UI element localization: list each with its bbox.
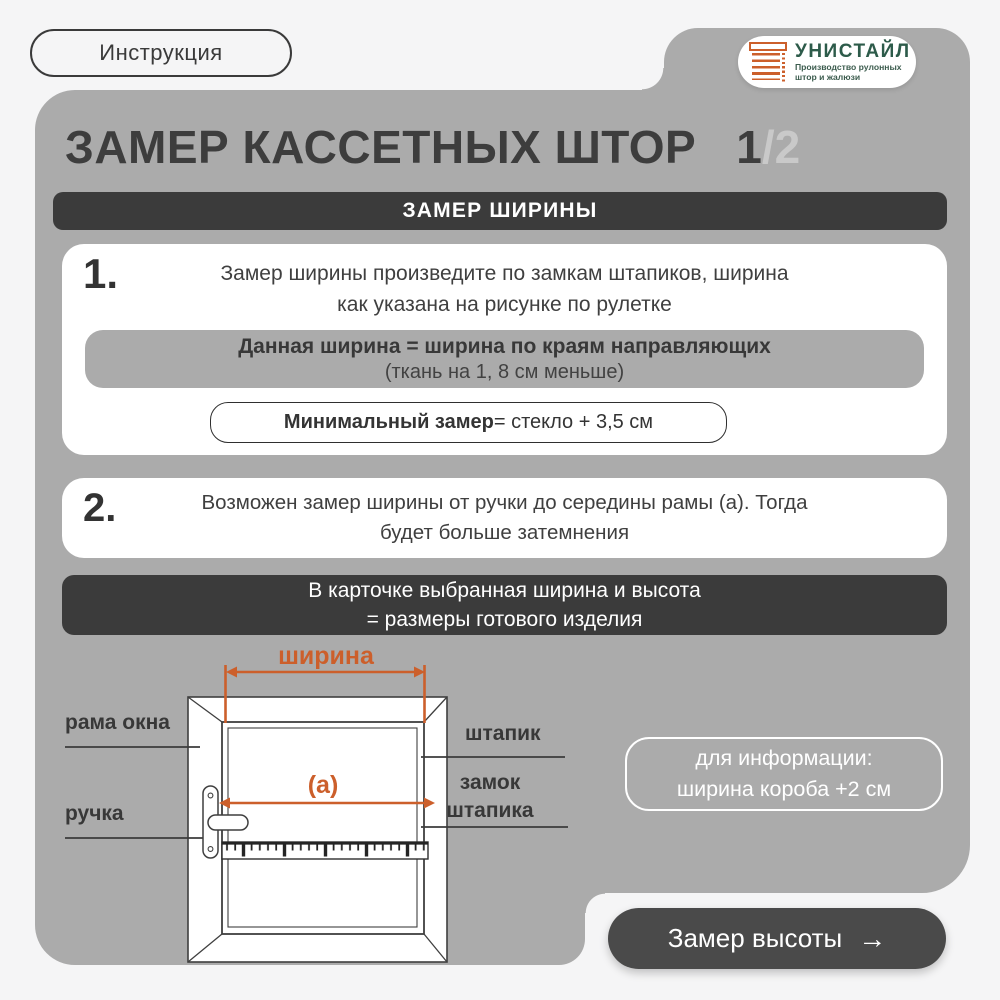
brand-tagline-line1: Производство рулонных bbox=[795, 61, 902, 72]
product-note-line1: В карточке выбранная ширина и высота bbox=[308, 579, 701, 602]
brand-logo[interactable] bbox=[738, 36, 916, 88]
width-label: ширина bbox=[278, 642, 374, 670]
bead-lock-label-line1: замок bbox=[459, 771, 521, 794]
instruction-badge-label: Инструкция bbox=[99, 40, 223, 65]
handle-label: ручка bbox=[65, 802, 124, 825]
roller-blind-icon bbox=[749, 42, 787, 82]
step1-text-line1: Замер ширины произведите по замкам штапиков, ширина bbox=[220, 262, 789, 285]
step1-number: 1. bbox=[83, 250, 119, 297]
frame-label: рама окна bbox=[65, 711, 170, 734]
step2-text-line1: Возможен замер ширины от ручки до середины рамы (а). Тогда bbox=[201, 491, 808, 514]
height-measure-button-label: Замер высоты bbox=[667, 923, 843, 953]
product-note-line2: = размеры готового изделия bbox=[366, 608, 643, 631]
width-section-bar bbox=[53, 192, 947, 230]
step1-highlight-bar bbox=[85, 330, 924, 388]
step2-text bbox=[122, 488, 887, 548]
minimum-measure-bold: Минимальный замер bbox=[283, 411, 494, 433]
blind-cassette-shape bbox=[749, 42, 787, 51]
page-title: ЗАМЕР КАССЕТНЫХ ШТОР bbox=[65, 121, 697, 173]
step2-number: 2. bbox=[83, 486, 117, 530]
bead-label: штапик bbox=[465, 722, 541, 745]
handle-bar bbox=[208, 815, 248, 830]
handle-screw-bottom bbox=[208, 847, 213, 852]
page-number-current: 1 bbox=[736, 121, 762, 173]
bead-lock-label bbox=[410, 769, 570, 825]
width-section-label: ЗАМЕР ШИРИНЫ bbox=[402, 199, 598, 222]
minimum-measure-rest: = стекло + 3,5 см bbox=[493, 411, 654, 433]
step1-highlight-title: Данная ширина = ширина по краям направляющих bbox=[238, 335, 771, 358]
logo-text-block bbox=[795, 42, 911, 83]
blind-slats-shape bbox=[752, 53, 780, 80]
step1-text bbox=[122, 258, 887, 320]
info-pill-line2: ширина короба +2 см bbox=[676, 777, 892, 801]
width-arrowhead-left bbox=[226, 667, 237, 678]
product-note-bar bbox=[62, 575, 947, 635]
bead-lock-label-line2: штапика bbox=[446, 799, 534, 822]
window-glass bbox=[228, 728, 417, 927]
instruction-badge[interactable] bbox=[30, 29, 292, 77]
step2-card bbox=[62, 478, 947, 558]
page-number bbox=[736, 120, 800, 174]
minimum-measure-pill bbox=[210, 402, 727, 443]
ruler-ticks-tall bbox=[223, 843, 427, 858]
right-arrow-icon: → bbox=[858, 922, 887, 954]
height-measure-button[interactable] bbox=[608, 908, 946, 969]
blind-chain-shape bbox=[782, 53, 785, 82]
step1-card bbox=[62, 244, 947, 455]
step2-text-line2: будет больше затемнения bbox=[379, 521, 630, 544]
step1-text-line2: как указана на рисунке по рулетке bbox=[337, 293, 672, 316]
handle-screw-top bbox=[208, 793, 213, 798]
brand-tagline-line2: штор и жалюзи bbox=[795, 72, 861, 82]
info-pill-line1: для информации: bbox=[695, 746, 873, 770]
info-pill bbox=[625, 737, 943, 811]
step1-highlight-note: (ткань на 1, 8 см меньше) bbox=[384, 361, 625, 383]
page-number-total: /2 bbox=[761, 121, 801, 173]
page-title-row bbox=[65, 120, 800, 174]
a-label: (а) bbox=[307, 771, 339, 799]
tab-concave-fillet bbox=[642, 68, 664, 90]
brand-name: УНИСТАЙЛ bbox=[795, 40, 911, 62]
